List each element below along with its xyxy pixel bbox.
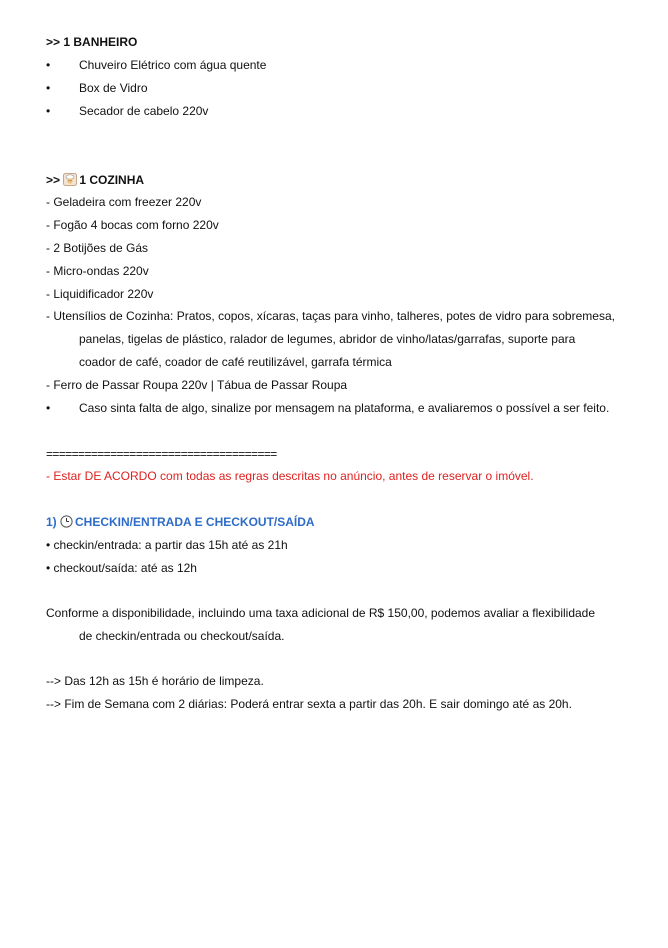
flex-line: de checkin/entrada ou checkout/saída. (79, 629, 285, 643)
heading-text: 1 BANHEIRO (63, 35, 138, 49)
utensilios-line: - Utensílios de Cozinha: Pratos, copos, xícaras, taças para vinho, talheres, potes de vidro para sobremesa, (46, 309, 615, 323)
heading-prefix: >> (46, 173, 61, 187)
flex-line: Conforme a disponibilidade, incluindo uma taxa adicional de R$ 150,00, podemos avaliar a flexibilidade (46, 606, 596, 620)
cozinha-note: Caso sinta falta de algo, sinalize por mensagem na plataforma, e avaliaremos o possível a ser feito. (79, 401, 610, 415)
utensilios-line: panelas, tigelas de plástico, ralador de legumes, abridor de vinho/latas/garrafas, suporte para (79, 332, 576, 346)
heading-text: CHECKIN/ENTRADA E CHECKOUT/SAÍDA (75, 515, 315, 529)
cozinha-heading (46, 172, 144, 190)
banheiro-heading (46, 34, 137, 50)
checkin-heading (46, 514, 315, 532)
heading-prefix: >> (46, 35, 61, 49)
bullet-dot: • (46, 81, 51, 95)
heading-text: 1 COZINHA (79, 173, 145, 187)
note-line: --> Fim de Semana com 2 diárias: Poderá entrar sexta a partir das 20h. E sair domingo até as 20h. (46, 697, 572, 711)
ferro-line: - Ferro de Passar Roupa 220v | Tábua de Passar Roupa (46, 378, 348, 392)
bullet-dot: • (46, 58, 51, 72)
list-item: - Geladeira com freezer 220v (46, 195, 202, 209)
list-item: • checkout/saída: até as 12h (46, 561, 197, 575)
list-item: Secador de cabelo 220v (79, 104, 209, 118)
heading-number: 1) (46, 515, 57, 529)
clock-icon (60, 515, 73, 532)
list-item: Box de Vidro (79, 81, 148, 95)
rule-notice: - Estar DE ACORDO com todas as regras descritas no anúncio, antes de reservar o imóvel. (46, 469, 534, 483)
separator: ==================================== (46, 447, 277, 461)
chef-icon (63, 173, 77, 190)
note-line: --> Das 12h as 15h é horário de limpeza. (46, 674, 264, 688)
list-item: - 2 Botijões de Gás (46, 241, 149, 255)
list-item: • checkin/entrada: a partir das 15h até as 21h (46, 538, 288, 552)
list-item: - Liquidificador 220v (46, 287, 154, 301)
utensilios-line: coador de café, coador de café reutilizável, garrafa térmica (79, 355, 392, 369)
list-item: - Micro-ondas 220v (46, 264, 149, 278)
bullet-dot: • (46, 104, 51, 118)
list-item: - Fogão 4 bocas com forno 220v (46, 218, 219, 232)
list-item: Chuveiro Elétrico com água quente (79, 58, 267, 72)
bullet-dot: • (46, 401, 51, 415)
